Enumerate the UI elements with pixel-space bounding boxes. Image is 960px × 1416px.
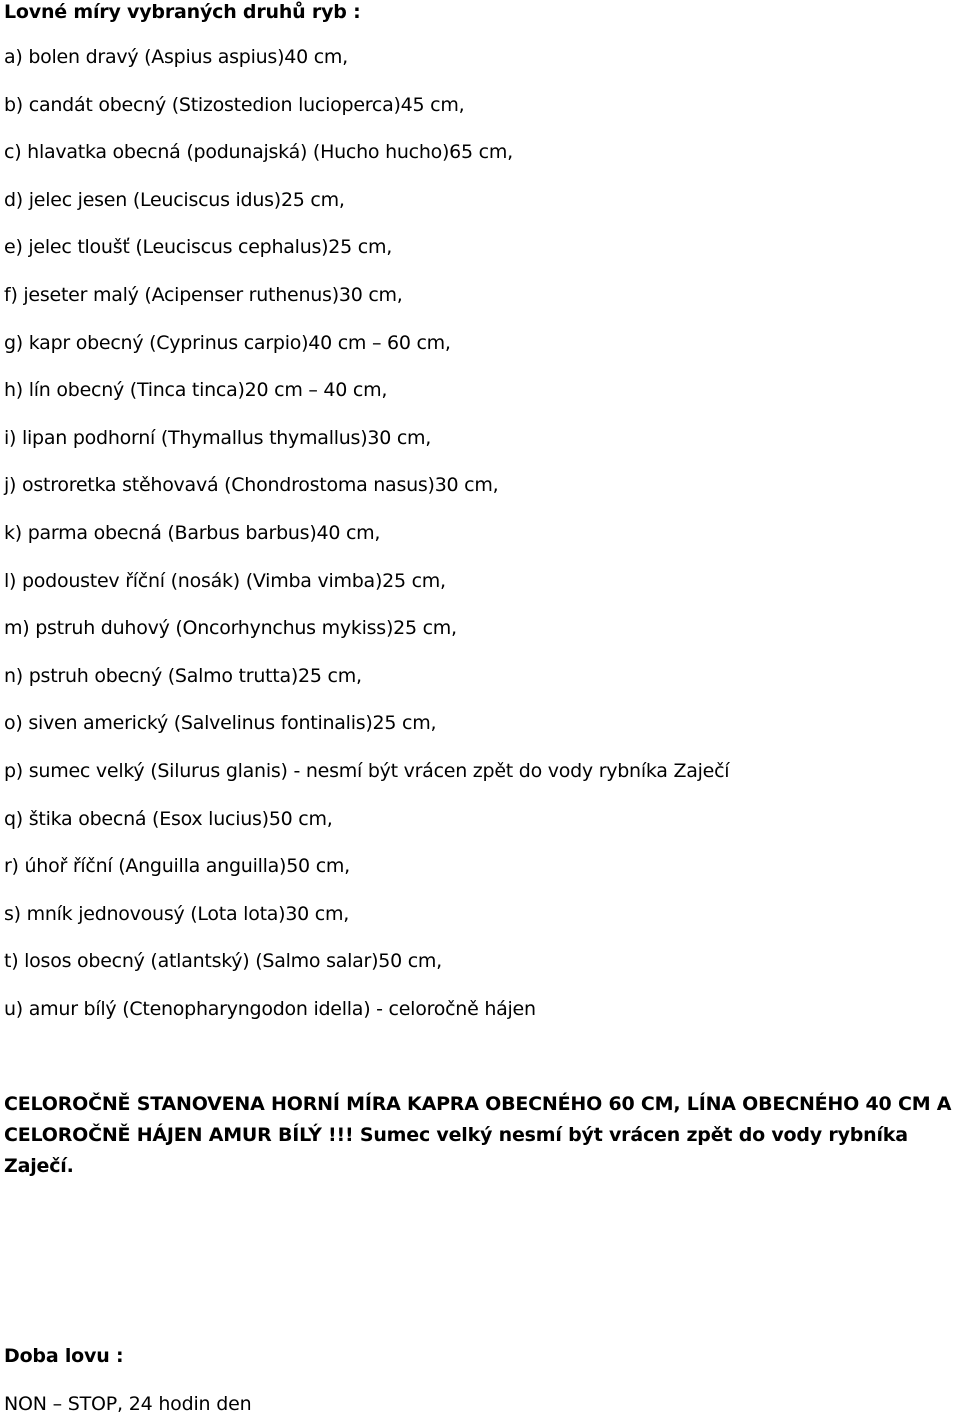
species-item: k) parma obecná (Barbus barbus)40 cm, <box>4 521 381 544</box>
species-item: j) ostroretka stěhovavá (Chondrostoma nasus)30 cm, <box>4 474 499 497</box>
species-item: u) amur bílý (Ctenopharyngodon idella) - celoročně hájen <box>4 997 536 1020</box>
species-item: i) lipan podhorní (Thymallus thymallus)30 cm, <box>4 426 432 449</box>
species-item: t) losos obecný (atlantský) (Salmo salar)50 cm, <box>4 950 442 973</box>
species-item: c) hlavatka obecná (podunajská) (Hucho hucho)65 cm, <box>4 141 513 164</box>
species-item: f) jeseter malý (Acipenser ruthenus)30 cm, <box>4 283 403 306</box>
species-item: a) bolen dravý (Aspius aspius)40 cm, <box>4 46 348 68</box>
species-item: o) siven americký (Salvelinus fontinalis)25 cm, <box>4 712 437 735</box>
species-item: h) lín obecný (Tinca tinca)20 cm – 40 cm, <box>4 379 388 402</box>
species-list <box>4 45 729 1044</box>
species-item: l) podoustev říční (nosák) (Vimba vimba)25 cm, <box>4 569 446 592</box>
sizes-heading: Lovné míry vybraných druhů ryb : <box>4 1 361 23</box>
species-item: r) úhoř říční (Anguilla anguilla)50 cm, <box>4 855 350 878</box>
season-value: NON – STOP, 24 hodin den <box>4 1393 252 1415</box>
species-item: b) candát obecný (Stizostedion lucioperca)45 cm, <box>4 93 465 116</box>
notice-paragraph: CELOROČNĚ STANOVENA HORNÍ MÍRA KAPRA OBECNÉHO 60 CM, LÍNA OBECNÉHO 40 CM A CELOROČNĚ HÁJEN AMUR BÍLÝ !!! Sumec velký nesmí být vrácen zpět do vody rybníka Zaječí. <box>4 1093 952 1177</box>
species-item: q) štika obecná (Esox lucius)50 cm, <box>4 807 333 830</box>
species-item: s) mník jednovousý (Lota lota)30 cm, <box>4 902 350 925</box>
species-item: m) pstruh duhový (Oncorhynchus mykiss)25 cm, <box>4 617 457 640</box>
season-heading: Doba lovu : <box>4 1345 124 1367</box>
species-item: e) jelec tloušť (Leuciscus cephalus)25 cm, <box>4 236 393 259</box>
species-item: g) kapr obecný (Cyprinus carpio)40 cm – 60 cm, <box>4 331 451 354</box>
species-item: d) jelec jesen (Leuciscus idus)25 cm, <box>4 188 345 211</box>
species-item: n) pstruh obecný (Salmo trutta)25 cm, <box>4 664 362 687</box>
species-item: p) sumec velký (Silurus glanis) - nesmí být vrácen zpět do vody rybníka Zaječí <box>4 759 730 782</box>
